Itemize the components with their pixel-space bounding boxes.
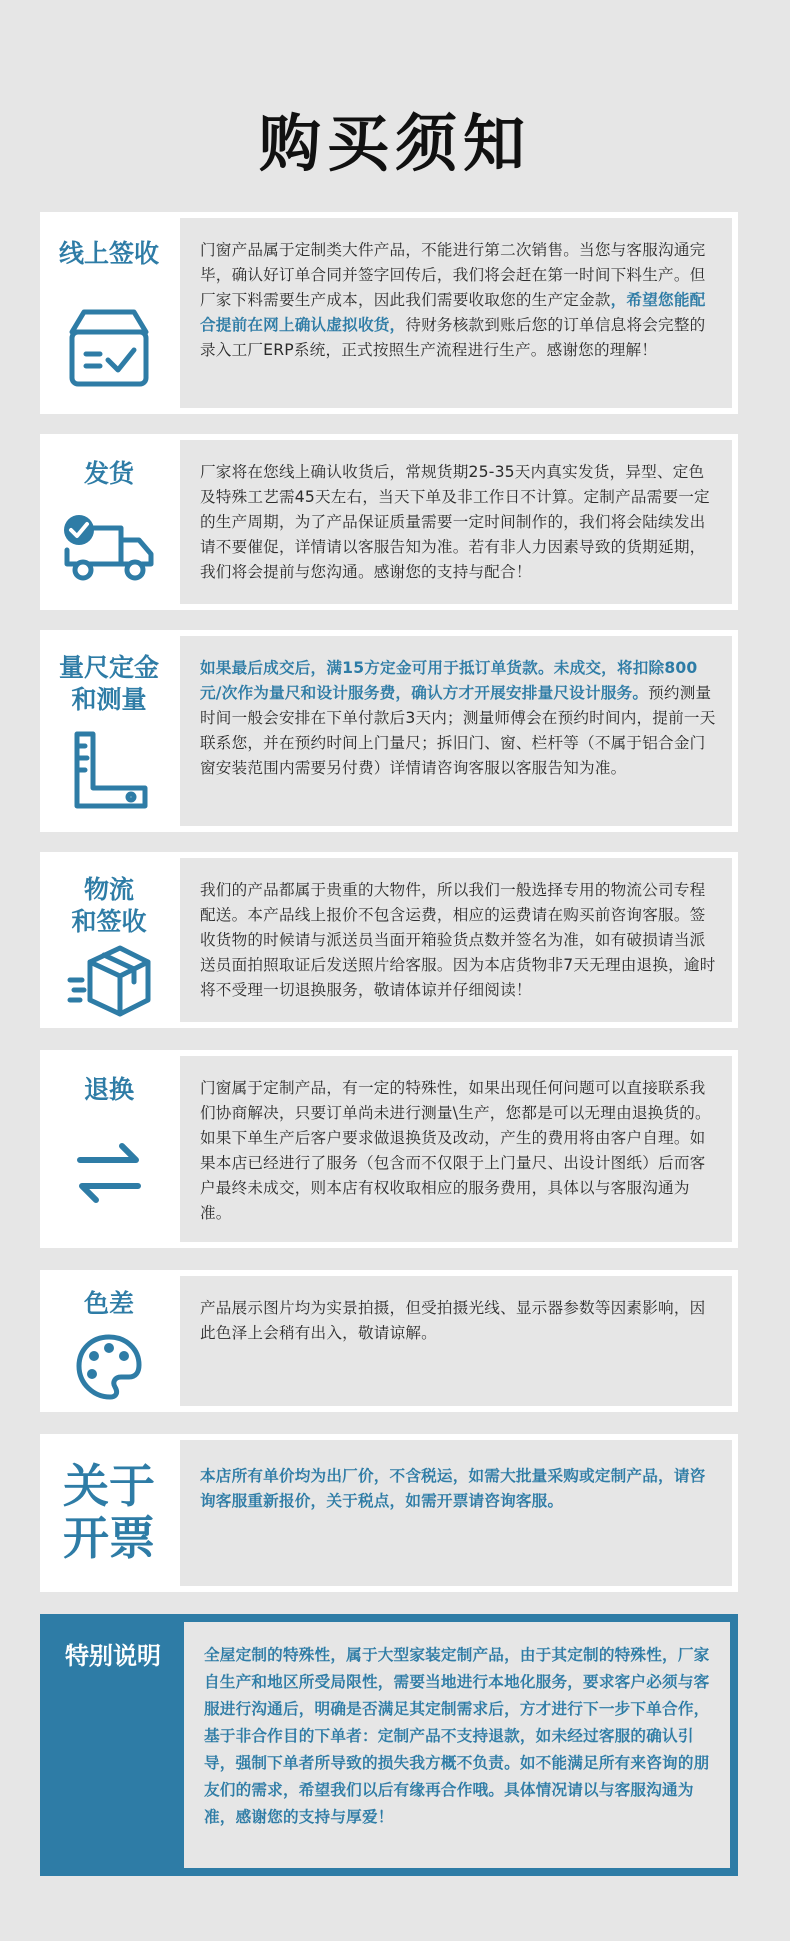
highlight-text: ，希望您能配合提前在网上确认虚拟收货，	[200, 291, 706, 334]
section-label	[40, 852, 178, 1028]
section-logistics	[40, 852, 738, 1028]
section-returns	[40, 1050, 738, 1248]
section-heading: 特别说明	[65, 1642, 161, 1670]
section-heading: 色差	[83, 1289, 134, 1318]
section-body	[180, 212, 738, 414]
section-body	[180, 1050, 738, 1248]
section-label	[40, 1434, 178, 1592]
section-heading: 关于	[63, 1459, 155, 1513]
body-text: 门窗产品属于定制类大件产品，不能进行第二次销售。当您与客服沟通完毕，确认好订单合同并签字回传后，我们将会赶在第一时间下料生产。但厂家下料需要生产成本，因此我们需要收取您的生产定金款	[200, 241, 706, 309]
section-color-difference	[40, 1270, 738, 1412]
section-heading: 和测量	[71, 685, 147, 714]
section-body	[184, 1618, 734, 1872]
palette-icon	[74, 1332, 144, 1402]
section-heading: 物流	[83, 875, 134, 904]
box-check-icon	[66, 304, 152, 390]
section-body	[180, 630, 738, 832]
page-title: 购买须知	[258, 107, 531, 180]
section-special-note	[40, 1614, 738, 1876]
section-measure-deposit	[40, 630, 738, 832]
section-body	[180, 1270, 738, 1412]
section-online-signoff	[40, 212, 738, 414]
shipping-box-icon	[66, 942, 152, 1018]
section-heading: 开票	[63, 1511, 155, 1565]
ruler-icon	[69, 730, 149, 810]
body-text: 待财务核款到账后您的订单信息将会完整的录入工厂ERP系统，正式按照生产流程进行生产。感谢您的理解！	[200, 316, 706, 359]
body-text: 产品展示图片均为实景拍摄，但受拍摄光线、显示器参数等因素影响，因此色泽上会稍有出入，敬请谅解。	[200, 1299, 706, 1342]
section-label	[40, 1050, 178, 1248]
section-heading: 发货	[83, 459, 134, 488]
section-heading: 量尺定金	[58, 653, 159, 682]
section-label	[44, 1618, 182, 1872]
section-body	[180, 1434, 738, 1592]
highlight-text: 本店所有单价均为出厂价，不含税运，如需大批量采购或定制产品，请咨询客服重新报价，关于税点，如需开票请咨询客服。	[200, 1467, 706, 1510]
section-heading: 和签收	[71, 907, 147, 936]
section-heading: 线上签收	[58, 239, 159, 268]
section-heading: 退换	[83, 1075, 134, 1104]
exchange-arrows-icon	[74, 1140, 144, 1206]
section-body	[180, 852, 738, 1028]
body-text: 厂家将在您线上确认收货后，常规货期25-35天内真实发货，异型、定色及特殊工艺需45天左右，当天下单及非工作日不计算。定制产品需要一定的生产周期，为了产品保证质量需要一定时间制作的，我们将会陆续发出请不要催促，详情请以客服告知为准。若有非人力因素导致的货期延期，我们将会提前与您沟通。感谢您的支持与配合！	[200, 463, 710, 581]
highlight-text: 如果最后成交后，满15方定金可用于抵订单货款。未成交，将扣除800元/次作为量尺和设计服务费，确认方才开展安排量尺设计服务。	[200, 659, 698, 702]
section-shipping	[40, 434, 738, 610]
body-text: 我们的产品都属于贵重的大物件，所以我们一般选择专用的物流公司专程配送。本产品线上报价不包含运费，相应的运费请在购买前咨询客服。签收货物的时候请与派送员当面开箱验货点数并签名为准，如有破损请当派送员面拍照取证后发送照片给客服。因为本店货物非7天无理由退换，逾时将不受理一切退换服务，敬请体谅并仔细阅读！	[200, 881, 716, 999]
delivery-truck-icon	[61, 510, 157, 584]
section-label	[40, 212, 178, 414]
section-label	[40, 434, 178, 610]
body-text: 门窗属于定制产品，有一定的特殊性，如果出现任何问题可以直接联系我们协商解决，只要订单尚未进行测量\生产，您都是可以无理由退换货的。如果下单生产后客户要求做退换货及改动，产生的费用将由客户自理。如果本店已经进行了服务（包含而不仅限于上门量尺、出设计图纸）后而客户最终未成交，则本店有权收取相应的服务费用，具体以与客服沟通为准。	[200, 1079, 711, 1222]
section-body	[180, 434, 738, 610]
section-label	[40, 630, 178, 832]
body-text: 预约测量时间一般会安排在下单付款后3天内；测量师傅会在预约时间内，提前一天联系您，并在预约时间上门量尺；拆旧门、窗、栏杆等（不属于铝合金门窗安装范围内需要另付费）详情请咨询客服以客服告知为准。	[200, 684, 716, 777]
highlight-text: 全屋定制的特殊性，属于大型家装定制产品，由于其定制的特殊性，厂家自生产和地区所受局限性，需要当地进行本地化服务，要求客户必须与客服进行沟通后，明确是否满足其定制需求后，方才进行下一步下单合作，基于非合作目的下单者：定制产品不支持退款，如未经过客服的确认引导，强制下单者所导致的损失我方概不负责。如不能满足所有来咨询的朋友们的需求，希望我们以后有缘再合作哦。具体情况请以与客服沟通为准，感谢您的支持与厚爱！	[204, 1646, 710, 1826]
section-label	[40, 1270, 178, 1412]
section-invoice	[40, 1434, 738, 1592]
